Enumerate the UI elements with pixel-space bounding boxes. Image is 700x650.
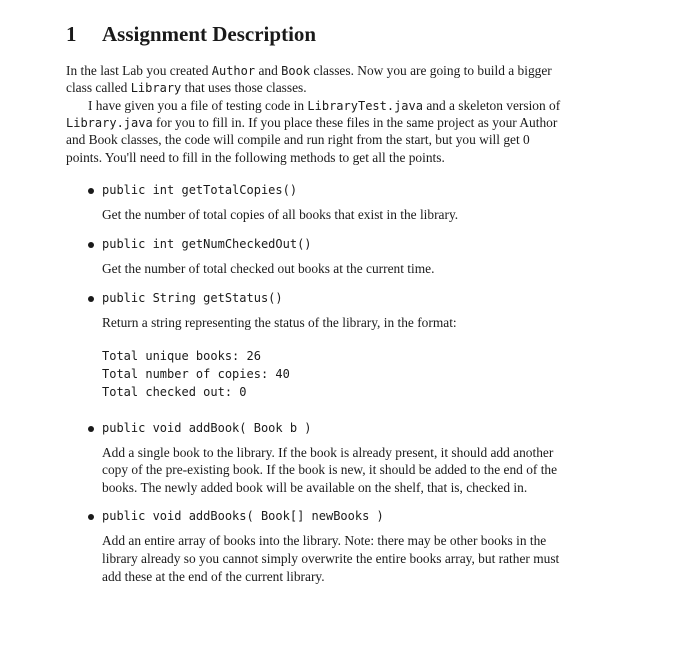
intro-line-6: points. You'll need to fill in the following methods to get all the points.	[66, 150, 445, 165]
text-run: In the last Lab you created	[66, 63, 212, 78]
text-run: for you to fill in. If you place these files in the same project as your Author	[152, 115, 558, 130]
method-signature: public int getTotalCopies()	[102, 183, 298, 197]
text-run: and a skeleton version of	[422, 98, 561, 113]
bullet-icon	[88, 242, 94, 248]
bullet-icon	[88, 514, 94, 520]
bullet-icon	[88, 296, 94, 302]
method-signature: public String getStatus()	[102, 291, 283, 305]
bullet-icon	[88, 188, 94, 194]
section-heading	[66, 22, 316, 47]
text-run: and	[255, 63, 282, 78]
method-description: Add a single book to the library. If the book is already present, it should add another	[102, 445, 554, 460]
method-signature: public void addBook( Book b )	[102, 421, 312, 435]
text-run: classes. Now you are going to build a bigger	[310, 63, 552, 78]
status-example-line: Total checked out: 0	[102, 385, 247, 399]
code-librarytest: LibraryTest.java	[307, 99, 423, 113]
intro-line-2	[66, 79, 307, 97]
method-description: books. The newly added book will be available on the shelf, that is, checked in.	[102, 480, 528, 495]
method-description: library already so you cannot simply overwrite the entire books array, but rather must	[102, 551, 560, 566]
code-author: Author	[211, 64, 256, 78]
intro-line-3	[88, 97, 560, 115]
section-title: Assignment Description	[102, 22, 317, 46]
method-signature: public int getNumCheckedOut()	[102, 237, 312, 251]
method-description: Return a string representing the status of the library, in the format:	[102, 315, 457, 330]
intro-line-5: and Book classes, the code will compile and run right from the start, but you will get 0	[66, 132, 530, 147]
code-library: Library	[130, 81, 182, 95]
intro-line-4	[66, 114, 557, 132]
method-description: Get the number of total checked out books at the current time.	[102, 261, 435, 276]
section-number: 1	[66, 22, 77, 46]
method-description: Get the number of total copies of all books that exist in the library.	[102, 207, 459, 222]
status-example-line: Total unique books: 26	[102, 349, 261, 363]
method-description: copy of the pre-existing book. If the book is new, it should be added to the end of the	[102, 462, 558, 477]
text-run: I have given you a file of testing code in	[88, 98, 308, 113]
method-description: Add an entire array of books into the library. Note: there may be other books in the	[102, 533, 547, 548]
method-description: add these at the end of the current library.	[102, 569, 325, 584]
status-example-line: Total number of copies: 40	[102, 367, 290, 381]
method-signature: public void addBooks( Book[] newBooks )	[102, 509, 384, 523]
text-run: that uses those classes.	[181, 80, 307, 95]
intro-line-1	[66, 62, 552, 80]
text-run: class called	[66, 80, 131, 95]
code-book: Book	[281, 64, 311, 78]
code-library-java: Library.java	[66, 116, 153, 130]
bullet-icon	[88, 426, 94, 432]
